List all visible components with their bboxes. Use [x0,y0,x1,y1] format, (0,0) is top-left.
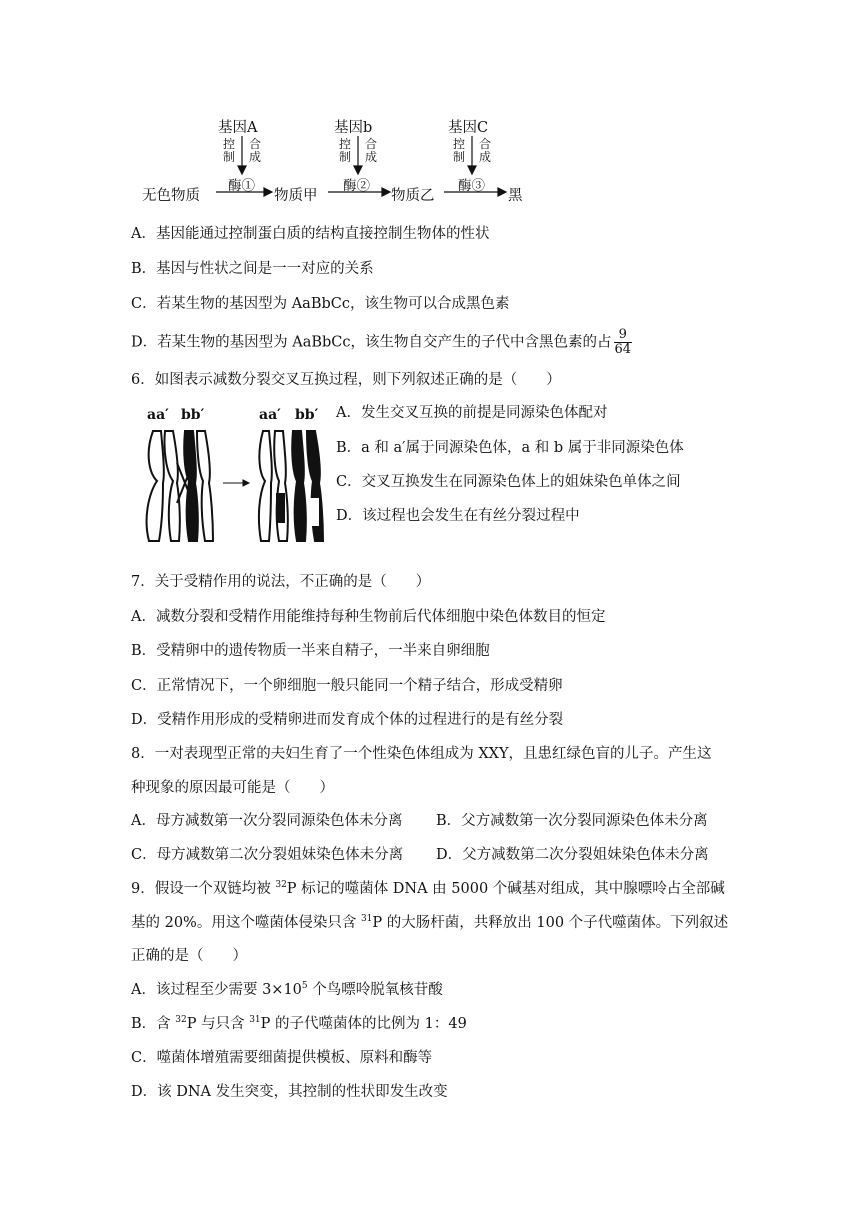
q6-option-d: D．该过程也会发生在有丝分裂过程中 [336,508,580,524]
control-char-2: 制 [452,150,465,164]
control-char-2: 制 [222,150,235,164]
q6-option-c: C．交叉互换发生在同源染色体上的姐妹染色单体之间 [336,474,681,490]
q9-b-text-end: P 的子代噬菌体的比例为 1：49 [260,1016,467,1032]
q7-option-a: A．减数分裂和受精作用能维持每种生物前后代体细胞中染色体数目的恒定 [131,609,606,625]
substance-black: 黑 [508,188,523,204]
fraction-denominator: 64 [614,342,632,357]
gene-b-label: 基因b [334,120,373,136]
q9-stem-line2 [131,913,728,933]
control-char-1: 控 [338,137,351,151]
superscript: 32 [175,1015,187,1025]
q9-b-text: B．含 [131,1016,176,1032]
synth-char-2: 成 [478,150,491,164]
gene-pathway-diagram [138,112,538,208]
q7-option-c: C．正常情况下，一个卵细胞一般只能同一个精子结合，形成受精卵 [131,678,563,694]
superscript: 5 [301,981,308,991]
enzyme-3-label: 酶③ [458,178,485,194]
q9-stem2-b: P 的大肠杆菌，共释放出 100 个子代噬菌体。下列叙述 [372,915,729,931]
q9-a-text: A．该过程至少需要 3×10 [131,982,302,998]
q8-stem-line2: 种现象的原因最可能是（ ） [131,780,334,796]
q8-stem-line1: 8．一对表现型正常的夫妇生育了一个性染色体组成为 XXY，且患红绿色盲的儿子。产生这 [131,746,712,762]
q6-option-a: A．发生交叉互换的前提是同源染色体配对 [336,405,608,421]
superscript: 31 [249,1015,261,1025]
q8-option-c: C．母方减数第二次分裂姐妹染色体未分离 [131,847,404,863]
q8-options-row1 [131,811,708,831]
gene-c-label: 基因C [448,120,489,136]
q5-option-d-text: D．若某生物的基因型为 AaBbCc，该生物自交产生的子代中含黑色素的占 [131,334,612,351]
synth-char-1: 合 [364,137,377,151]
q7-option-b: B．受精卵中的遗传物质一半来自精子，一半来自卵细胞 [131,643,490,659]
q5-option-a: A．基因能通过控制蛋白质的结构直接控制生物体的性状 [131,226,490,242]
fig-label-bb-left: bb′ [181,407,205,423]
enzyme-2-label: 酶② [343,178,370,194]
superscript: 32 [275,880,287,890]
q5-option-d [131,328,632,357]
q7-stem: 7．关于受精作用的说法，不正确的是（ ） [131,574,431,590]
crossover-figure [133,403,333,548]
fraction-numerator: 9 [614,328,633,343]
fig-label-aa-right: aa′ [259,407,281,423]
q8-options-row2 [131,845,709,865]
q8-option-b: B．父方减数第一次分裂同源染色体未分离 [436,813,708,829]
synth-char-1: 合 [248,137,261,151]
q6-stem: 6．如图表示减数分裂交叉互换过程，则下列叙述正确的是（ ） [131,372,561,388]
control-char-2: 制 [338,150,351,164]
substance-a: 物质甲 [274,188,318,204]
q9-b-text-mid: P 与只含 [186,1016,250,1032]
q8-option-a: A．母方减数第一次分裂同源染色体未分离 [131,813,403,829]
superscript: 31 [360,914,373,924]
q8-option-d: D．父方减数第二次分裂姐妹染色体未分离 [436,847,709,863]
fraction [614,328,633,357]
enzyme-1-label: 酶① [228,178,255,194]
q9-option-c: C．噬菌体增殖需要细菌提供模板、原料和酶等 [131,1050,433,1066]
synth-char-2: 成 [248,150,261,164]
synth-char-2: 成 [364,150,377,164]
q6-option-b: B．a 和 a′属于同源染色体，a 和 b 属于非同源染色体 [336,440,684,456]
q9-stem1-b: P 标记的噬菌体 DNA 由 5000 个碱基对组成，其中腺嘌呤占全部碱 [286,881,725,897]
q9-stem-line3: 正确的是（ ） [131,948,247,964]
fig-label-bb-right: bb′ [295,407,319,423]
q9-option-a [131,980,443,1000]
control-char-1: 控 [222,137,235,151]
q9-option-b [131,1014,467,1034]
q9-stem1-a: 9．假设一个双链均被 [131,881,276,897]
q9-stem2-a: 基的 20%。用这个噬菌体侵染只含 [131,915,361,931]
q5-option-b: B．基因与性状之间是一一对应的关系 [131,261,374,277]
q7-option-d: D．受精作用形成的受精卵进而发育成个体的过程进行的是有丝分裂 [131,712,564,728]
gene-a-label: 基因A [218,120,258,136]
synth-char-1: 合 [478,137,491,151]
q5-option-c: C．若某生物的基因型为 AaBbCc，该生物可以合成黑色素 [131,296,510,312]
q9-option-d: D．该 DNA 发生突变，其控制的性状即发生改变 [131,1084,448,1100]
control-char-1: 控 [452,137,465,151]
q9-a-text-end: 个鸟嘌呤脱氧核苷酸 [307,982,443,998]
chromosome-drawing [133,403,333,548]
q9-stem-line1 [131,879,725,899]
substance-colorless: 无色物质 [142,188,200,204]
fig-label-aa-left: aa′ [147,407,169,423]
substance-b: 物质乙 [391,188,435,204]
